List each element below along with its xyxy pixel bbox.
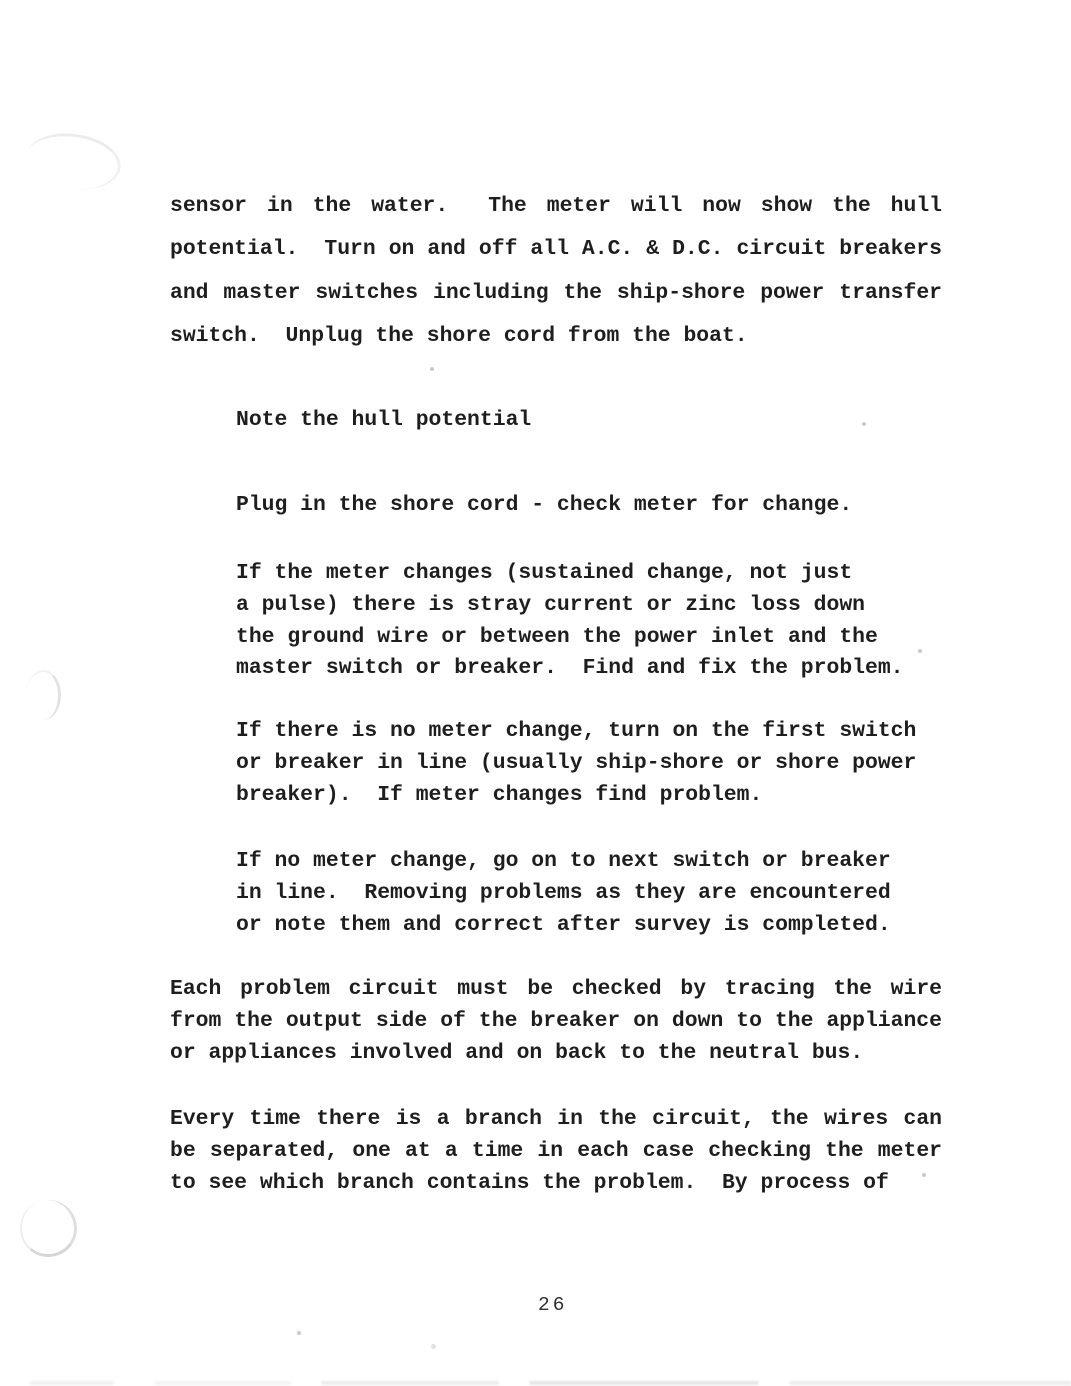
text-line: sensor in the water. The meter will now show the hull <box>170 194 942 218</box>
text-line: Plug in the shore cord - check meter for change. <box>236 493 853 517</box>
text-line: master switch or breaker. Find and fix the problem. <box>236 656 904 681</box>
text-line: Note the hull potential <box>236 408 532 432</box>
paragraph-if-meter-changes <box>236 558 904 685</box>
scan-speck <box>431 1344 436 1349</box>
text-line: Every time there is a branch in the circuit, the wires can <box>170 1107 942 1131</box>
text-line: Each problem circuit must be checked by tracing the wire <box>170 977 942 1001</box>
text-line: a pulse) there is stray current or zinc loss down <box>236 592 865 617</box>
scan-speck <box>862 422 866 426</box>
scan-speck <box>297 1331 301 1335</box>
text-line: switch. Unplug the shore cord from the boat. <box>170 324 748 349</box>
text-line: or appliances involved and on back to the neutral bus. <box>170 1041 864 1066</box>
text-line: or breaker in line (usually ship-shore or shore power <box>236 750 917 775</box>
scan-speck <box>430 367 434 371</box>
scan-mark-top-left <box>23 128 125 196</box>
text-line: or note them and correct after survey is completed. <box>236 912 891 937</box>
scan-speck <box>922 1173 926 1177</box>
paragraph-if-no-meter-change-first-switch <box>236 716 916 811</box>
page-number: 26 <box>538 1294 568 1316</box>
text-line: and master switches including the ship-shore power transfer <box>170 280 942 305</box>
paragraph-note-hull-potential <box>236 404 531 436</box>
scan-speck <box>918 649 922 653</box>
paragraph-each-problem-circuit <box>170 973 942 1070</box>
text-line: to see which branch contains the problem. By process of <box>170 1171 889 1196</box>
scan-edge-smudge <box>30 1381 1071 1385</box>
text-line: potential. Turn on and off all A.C. & D.C. circuit breakers <box>170 237 942 262</box>
scan-mark-mid-left <box>26 670 61 720</box>
paragraph-every-time-branch <box>170 1103 942 1200</box>
paragraph-if-no-meter-change-next-switch <box>236 846 891 941</box>
text-line: from the output side of the breaker on down to the appliance <box>170 1009 942 1034</box>
text-line: in line. Removing problems as they are encountered <box>236 880 891 905</box>
text-line: If the meter changes (sustained change, not just <box>236 561 853 585</box>
text-line: If there is no meter change, turn on the first switch <box>236 719 917 743</box>
text-line: If no meter change, go on to next switch or breaker <box>236 849 891 873</box>
text-line: breaker). If meter changes find problem. <box>236 782 763 807</box>
scan-mark-bottom-left <box>15 1195 81 1261</box>
text-line: the ground wire or between the power inlet and the <box>236 624 878 649</box>
paragraph-plug-in-shore-cord <box>236 489 852 521</box>
text-line: be separated, one at a time in each case checking the meter <box>170 1139 942 1164</box>
paragraph-unplug-shore-cord <box>170 185 942 359</box>
